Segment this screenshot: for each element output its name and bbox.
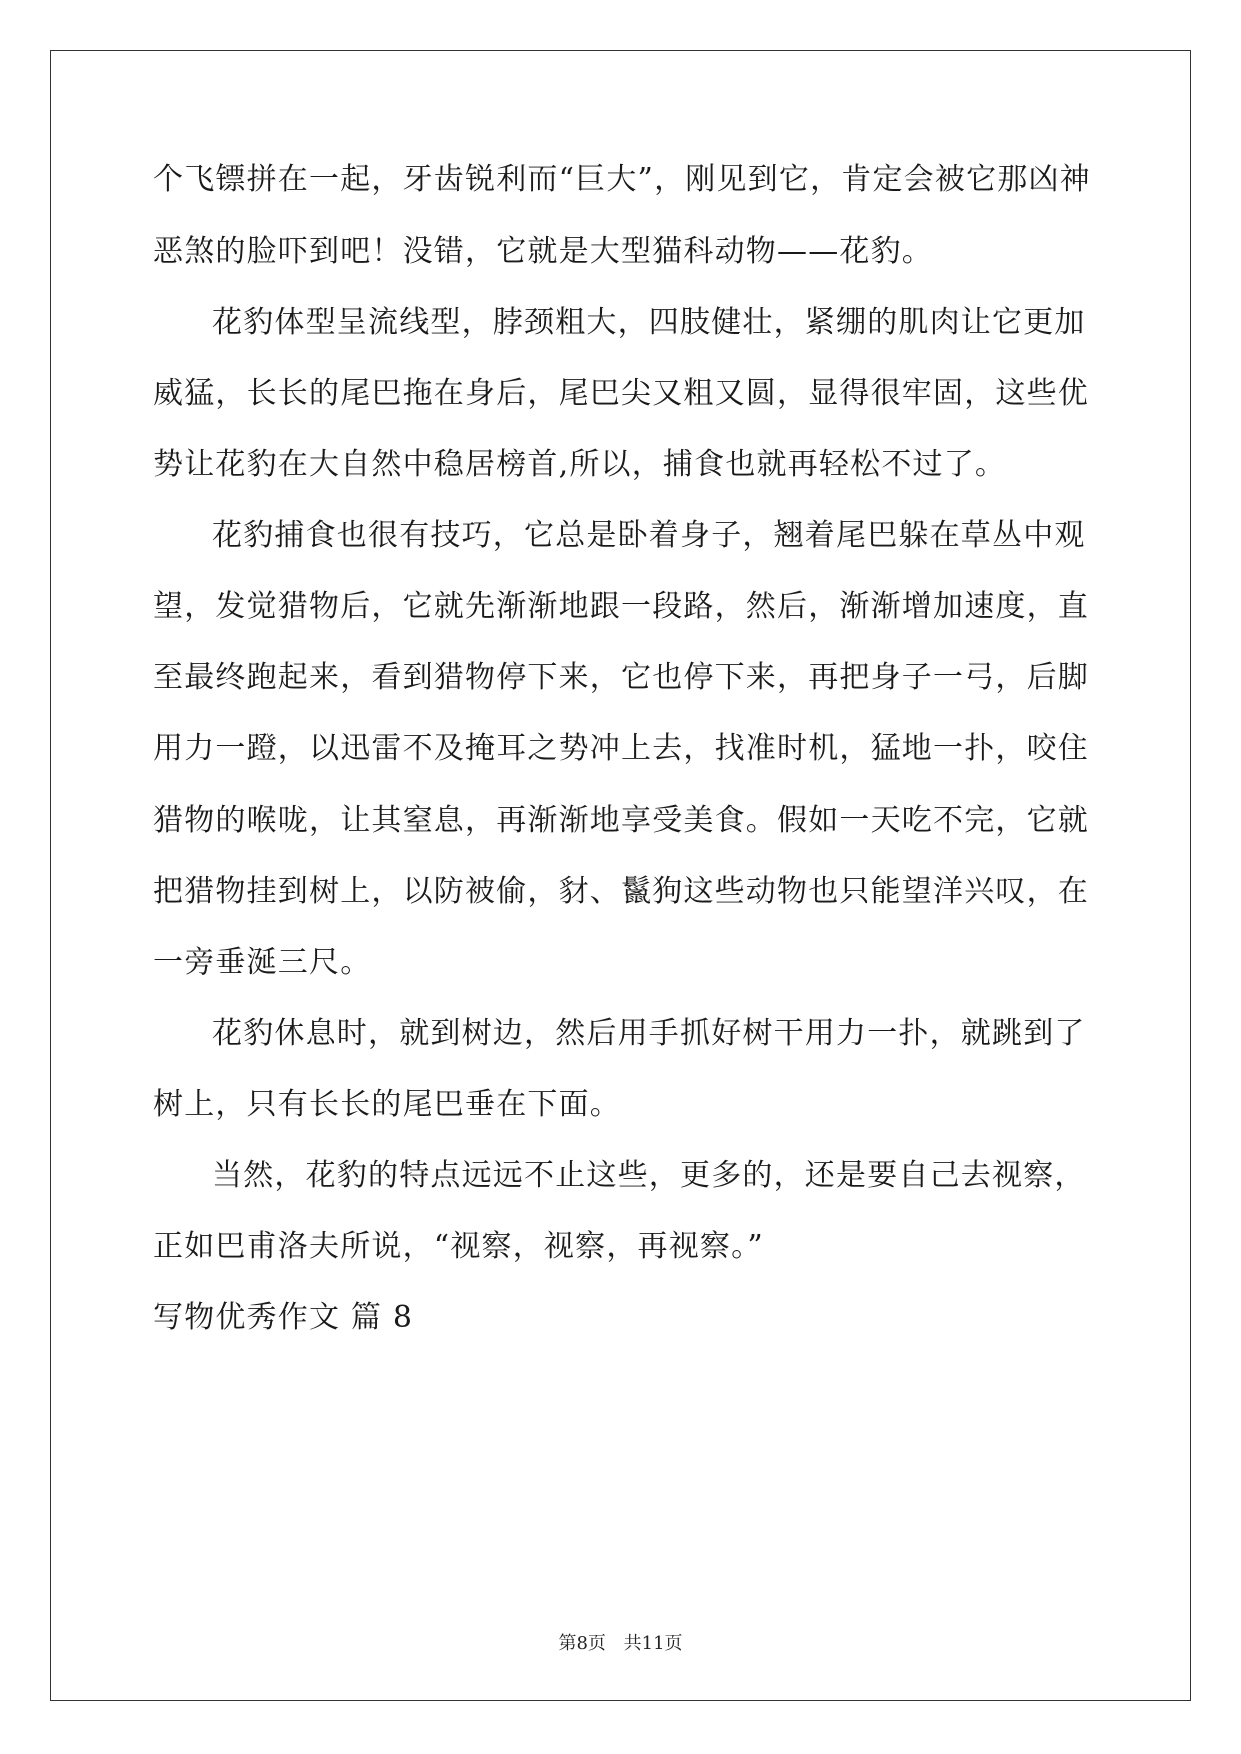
text-line: 正如巴甫洛夫所说，“视察，视察，再视察。” [153, 1229, 764, 1264]
text-line: 树上，只有长长的尾巴垂在下面。 [153, 1087, 621, 1122]
text-line: 一旁垂涎三尺。 [153, 945, 372, 980]
text-line: 把猎物挂到树上，以防被偷，豺、鬣狗这些动物也只能望洋兴叹，在 [153, 874, 1089, 909]
text-line: 威猛，长长的尾巴拖在身后，尾巴尖又粗又圆，显得很牢固，这些优 [153, 376, 1089, 411]
page-footer [0, 1629, 1241, 1655]
text-line: 望，发觉猎物后，它就先渐渐地跟一段路，然后，渐渐增加速度，直 [153, 589, 1089, 624]
page-number-total: 共11页 [623, 1633, 683, 1654]
text-line: 势让花豹在大自然中稳居榜首,所以，捕食也就再轻松不过了。 [153, 447, 1007, 482]
text-line: 至最终跑起来，看到猎物停下来，它也停下来，再把身子一弓，后脚 [153, 660, 1089, 695]
section-heading: 写物优秀作文 篇 8 [153, 1300, 414, 1335]
text-line: 当然，花豹的特点远远不止这些，更多的，还是要自己去视察， [212, 1158, 1086, 1193]
text-line: 个飞镖拼在一起，牙齿锐利而“巨大”，刚见到它，肯定会被它那凶神 [153, 162, 1091, 197]
text-line: 花豹休息时，就到树边，然后用手抓好树干用力一扑，就跳到了 [212, 1016, 1086, 1051]
text-line: 花豹捕食也很有技巧，它总是卧着身子，翘着尾巴躲在草丛中观 [212, 518, 1086, 553]
text-line: 恶煞的脸吓到吧！没错，它就是大型猫科动物——花豹。 [153, 234, 933, 269]
page-number-current: 第8页 [558, 1633, 606, 1654]
text-line: 花豹体型呈流线型，脖颈粗大，四肢健壮，紧绷的肌肉让它更加 [212, 305, 1086, 340]
text-line: 猎物的喉咙，让其窒息，再渐渐地享受美食。假如一天吃不完，它就 [153, 803, 1089, 838]
text-line: 用力一蹬，以迅雷不及掩耳之势冲上去，找准时机，猛地一扑，咬住 [153, 731, 1089, 766]
